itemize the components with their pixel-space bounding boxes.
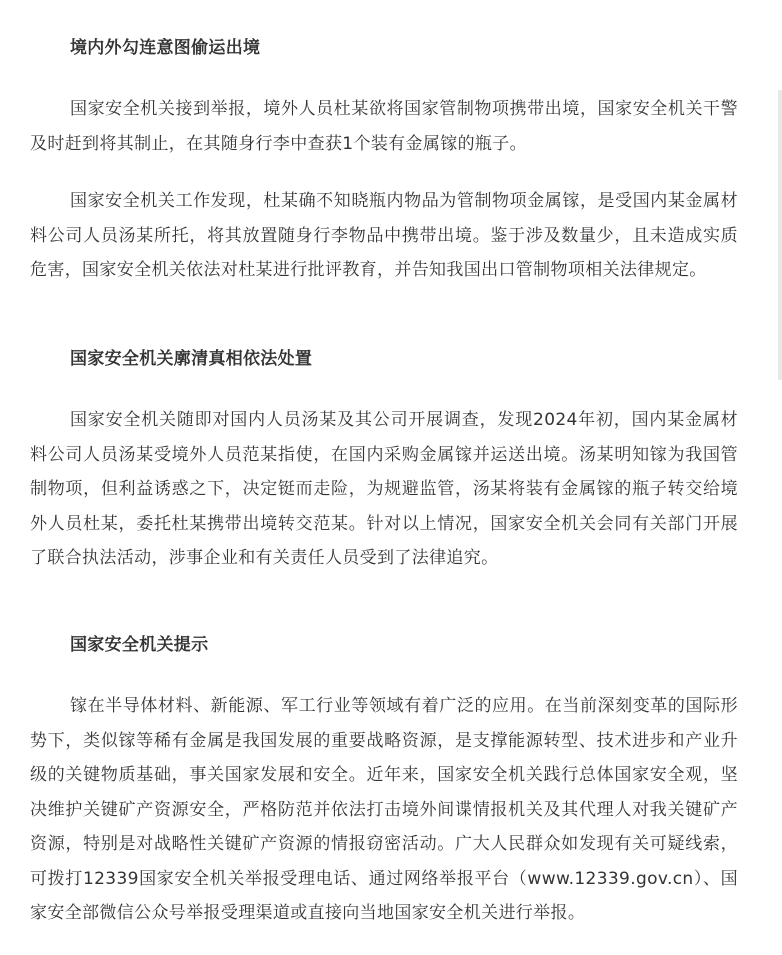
section-heading-3: 国家安全机关提示 (70, 635, 209, 655)
section-heading-2: 国家安全机关廓清真相依法处置 (70, 349, 313, 369)
paragraph-1-1: 国家安全机关接到举报，境外人员杜某欲将国家管制物项携带出境，国家安全机关干警及时赶到将其制止，在其随身行李中查获1个装有金属镓的瓶子。 (30, 99, 738, 154)
section-heading-1: 境内外勾连意图偷运出境 (70, 38, 261, 58)
paragraph-3-1: 镓在半导体材料、新能源、军工行业等领域有着广泛的应用。在当前深刻变革的国际形势下，类似镓等稀有金属是我国发展的重要战略资源，是支撑能源转型、技术进步和产业升级的关键物质基础，事关国家发展和安全。近年来，国家安全机关践行总体国家安全观，坚决维护关键矿产资源安全，严格防范并依法打击境外间谍情报机关及其代理人对我关键矿产资源，特别是对战略性关键矿产资源的情报窃密活动。广大人民群众如发现有关可疑线索，可拨打12339国家安全机关举报受理电话、通过网络举报平台（www.12339.gov.cn）、国家安全部微信公众号举报受理渠道或直接向当地国家安全机关进行举报。 (30, 696, 738, 923)
paragraph-2-1: 国家安全机关随即对国内人员汤某及其公司开展调查，发现2024年初，国内某金属材料公司人员汤某受境外人员范某指使，在国内采购金属镓并运送出境。汤某明知镓为我国管制物项，但利益诱惑之下，决定铤而走险，为规避监管，汤某将装有金属镓的瓶子转交给境外人员杜某，委托杜某携带出境转交范某。针对以上情况，国家安全机关会同有关部门开展了联合执法活动，涉事企业和有关责任人员受到了法律追究。 (30, 410, 738, 568)
paragraph-1-2: 国家安全机关工作发现，杜某确不知晓瓶内物品为管制物项金属镓，是受国内某金属材料公司人员汤某所托，将其放置随身行李物品中携带出境。鉴于涉及数量少，且未造成实质危害，国家安全机关依法对杜某进行批评教育，并告知我国出口管制物项相关法律规定。 (30, 191, 738, 280)
scrollbar-track[interactable] (778, 90, 782, 380)
